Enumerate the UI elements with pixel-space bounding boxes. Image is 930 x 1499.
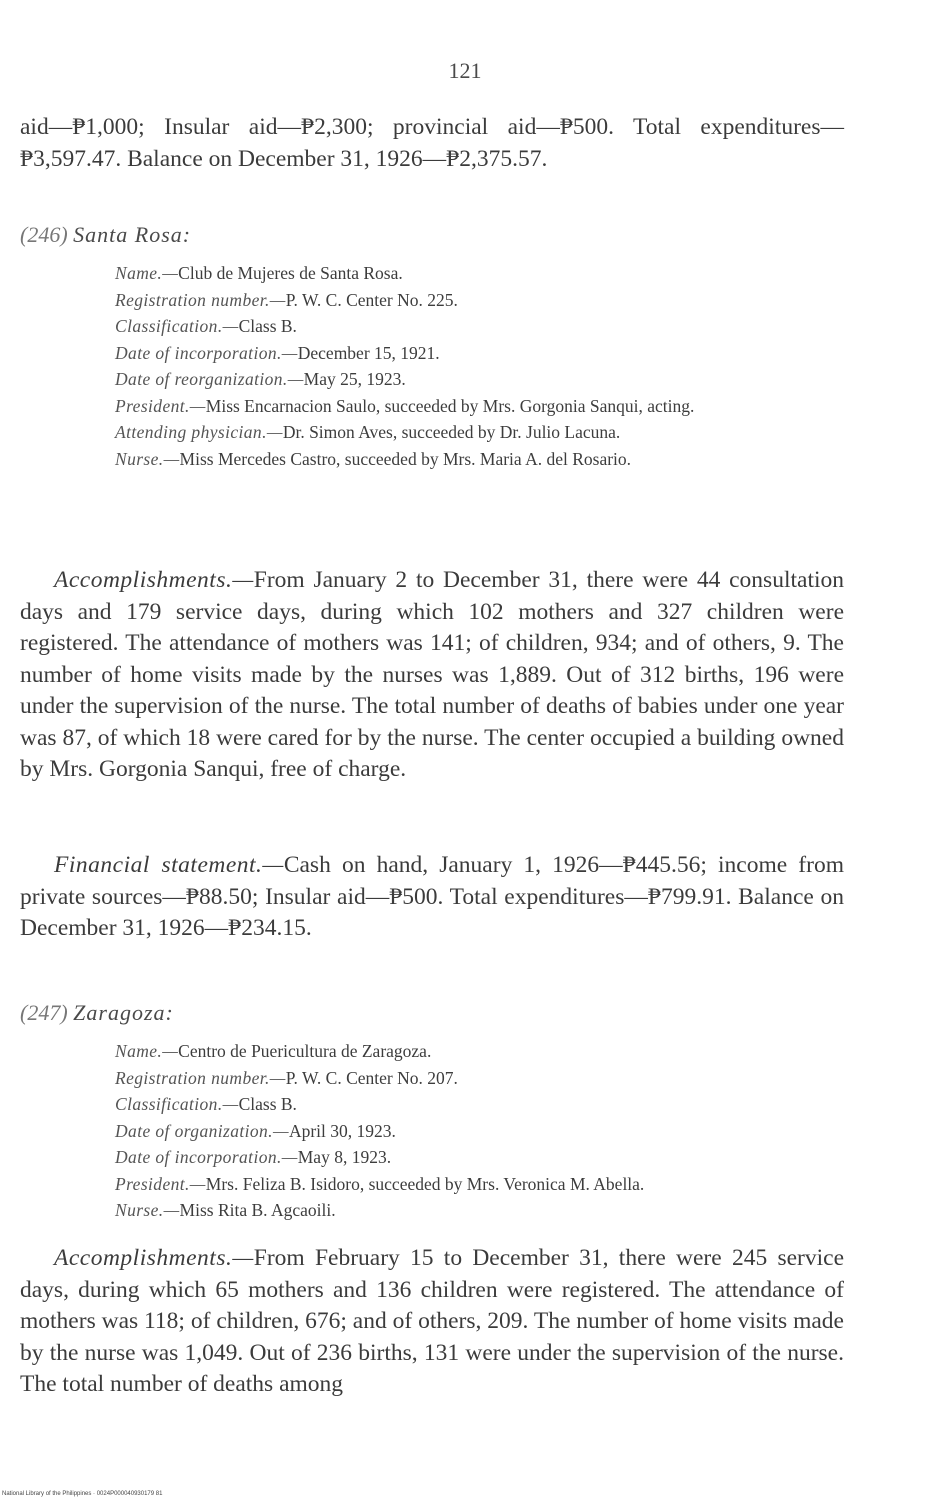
detail-entry-registration xyxy=(115,287,843,314)
entry-value: Miss Rita B. Agcaoili. xyxy=(179,1200,336,1220)
detail-entry-incorporation xyxy=(115,1144,843,1171)
entry-value: Class B. xyxy=(238,1094,297,1114)
paragraph-text: Cash on hand, January 1, 1926—₱445.56; income from private sources—₱88.50; Insular aid—₱500. Total expenditures—₱799.91. Balance on December 31, 1926—₱234.15. xyxy=(20,852,844,941)
entry-value: May 25, 1923. xyxy=(303,369,406,389)
detail-entry-classification xyxy=(115,313,843,340)
entry-label: President.— xyxy=(115,395,206,416)
section-title: Santa Rosa: xyxy=(73,222,192,247)
entry-value: Club de Mujeres de Santa Rosa. xyxy=(178,263,403,283)
entry-label: Name.— xyxy=(115,263,179,283)
center-246-details xyxy=(115,260,843,472)
entry-value: P. W. C. Center No. 207. xyxy=(285,1067,458,1088)
detail-entry-nurse xyxy=(115,1197,843,1224)
entry-value: April 30, 1923. xyxy=(288,1120,396,1141)
entry-label: Classification.— xyxy=(115,1094,239,1114)
detail-entry-name xyxy=(115,260,843,287)
entry-value: Centro de Puericultura de Zaragoza. xyxy=(178,1041,432,1061)
section-number: (246) xyxy=(20,222,68,247)
entry-label: Date of incorporation.— xyxy=(115,342,298,363)
detail-entry-reorganization xyxy=(115,366,843,393)
detail-entry-registration xyxy=(115,1065,843,1092)
entry-label: Classification.— xyxy=(115,316,239,336)
paragraph-text: From January 2 to December 31, there were 44 consultation days and 179 service days, during which 102 mothers and 327 children were registered. The attendance of mothers was 141; of children, 934; and of others, 9. The number of home visits made by the nurses was 1,889. Out of 312 births, 196 were under the supervision of the nurse. The total number of deaths of babies under one year was 87, of which 18 were cared for by the nurse. The center occupied a building owned by Mrs. Gorgonia Sanqui, free of charge. xyxy=(20,567,844,782)
entry-label: Nurse.— xyxy=(115,1200,180,1220)
financial-paragraph-246 xyxy=(20,850,844,945)
library-footer: National Library of the Philippines · 0024P000040930179 81 xyxy=(2,1491,163,1497)
detail-entry-incorporation xyxy=(115,340,843,367)
section-heading-247 xyxy=(20,1000,174,1026)
entry-value: P. W. C. Center No. 225. xyxy=(285,289,458,310)
center-247-details xyxy=(115,1038,843,1224)
detail-entry-name xyxy=(115,1038,843,1065)
entry-value: Mrs. Feliza B. Isidoro, succeeded by Mrs. Veronica M. Abella. xyxy=(205,1173,645,1194)
entry-label: Date of incorporation.— xyxy=(115,1147,298,1167)
entry-label: Attending physician.— xyxy=(115,422,283,442)
section-number: (247) xyxy=(20,1000,68,1025)
detail-entry-nurse xyxy=(115,446,843,473)
paragraph-lead: Accomplishments.— xyxy=(54,567,254,593)
paragraph-lead: Financial statement.— xyxy=(54,852,284,878)
entry-label: Name.— xyxy=(115,1041,179,1061)
section-heading-246 xyxy=(20,222,191,248)
paragraph-lead: Accomplishments.— xyxy=(54,1245,254,1271)
entry-label: Date of organization.— xyxy=(115,1120,289,1141)
detail-entry-president xyxy=(115,1171,843,1198)
accomplishments-paragraph-246 xyxy=(20,565,844,786)
entry-label: Nurse.— xyxy=(115,448,180,469)
entry-value: Dr. Simon Aves, succeeded by Dr. Julio Lacuna. xyxy=(282,422,621,442)
entry-value: Class B. xyxy=(238,316,297,336)
detail-entry-president xyxy=(115,393,843,420)
section-title: Zaragoza: xyxy=(73,1000,174,1025)
intro-paragraph: aid—₱1,000; Insular aid—₱2,300; provincial aid—₱500. Total expenditures—₱3,597.47. Balance on December 31, 1926—₱2,375.57. xyxy=(20,114,844,172)
entry-value: Miss Encarnacion Saulo, succeeded by Mrs. Gorgonia Sanqui, acting. xyxy=(205,395,695,416)
entry-value: Miss Mercedes Castro, succeeded by Mrs. Maria A. del Rosario. xyxy=(179,448,632,469)
entry-label: Registration number.— xyxy=(115,289,286,310)
detail-entry-physician xyxy=(115,419,843,446)
accomplishments-paragraph-247 xyxy=(20,1243,844,1401)
detail-entry-classification xyxy=(115,1091,843,1118)
page-number: 121 xyxy=(448,58,482,83)
entry-value: December 15, 1921. xyxy=(297,342,440,363)
paragraph-text: From February 15 to December 31, there were 245 service days, during which 65 mothers and 136 children were registered. The attendance of mothers was 118; of children, 676; and of others, 209. The number of home visits made by the nurse was 1,049. Out of 236 births, 131 were under the supervision of the nurse. The total number of deaths among xyxy=(20,1245,844,1397)
detail-entry-organization xyxy=(115,1118,843,1145)
entry-value: May 8, 1923. xyxy=(297,1147,392,1167)
entry-label: Date of reorganization.— xyxy=(115,369,304,389)
entry-label: Registration number.— xyxy=(115,1067,286,1088)
entry-label: President.— xyxy=(115,1173,206,1194)
